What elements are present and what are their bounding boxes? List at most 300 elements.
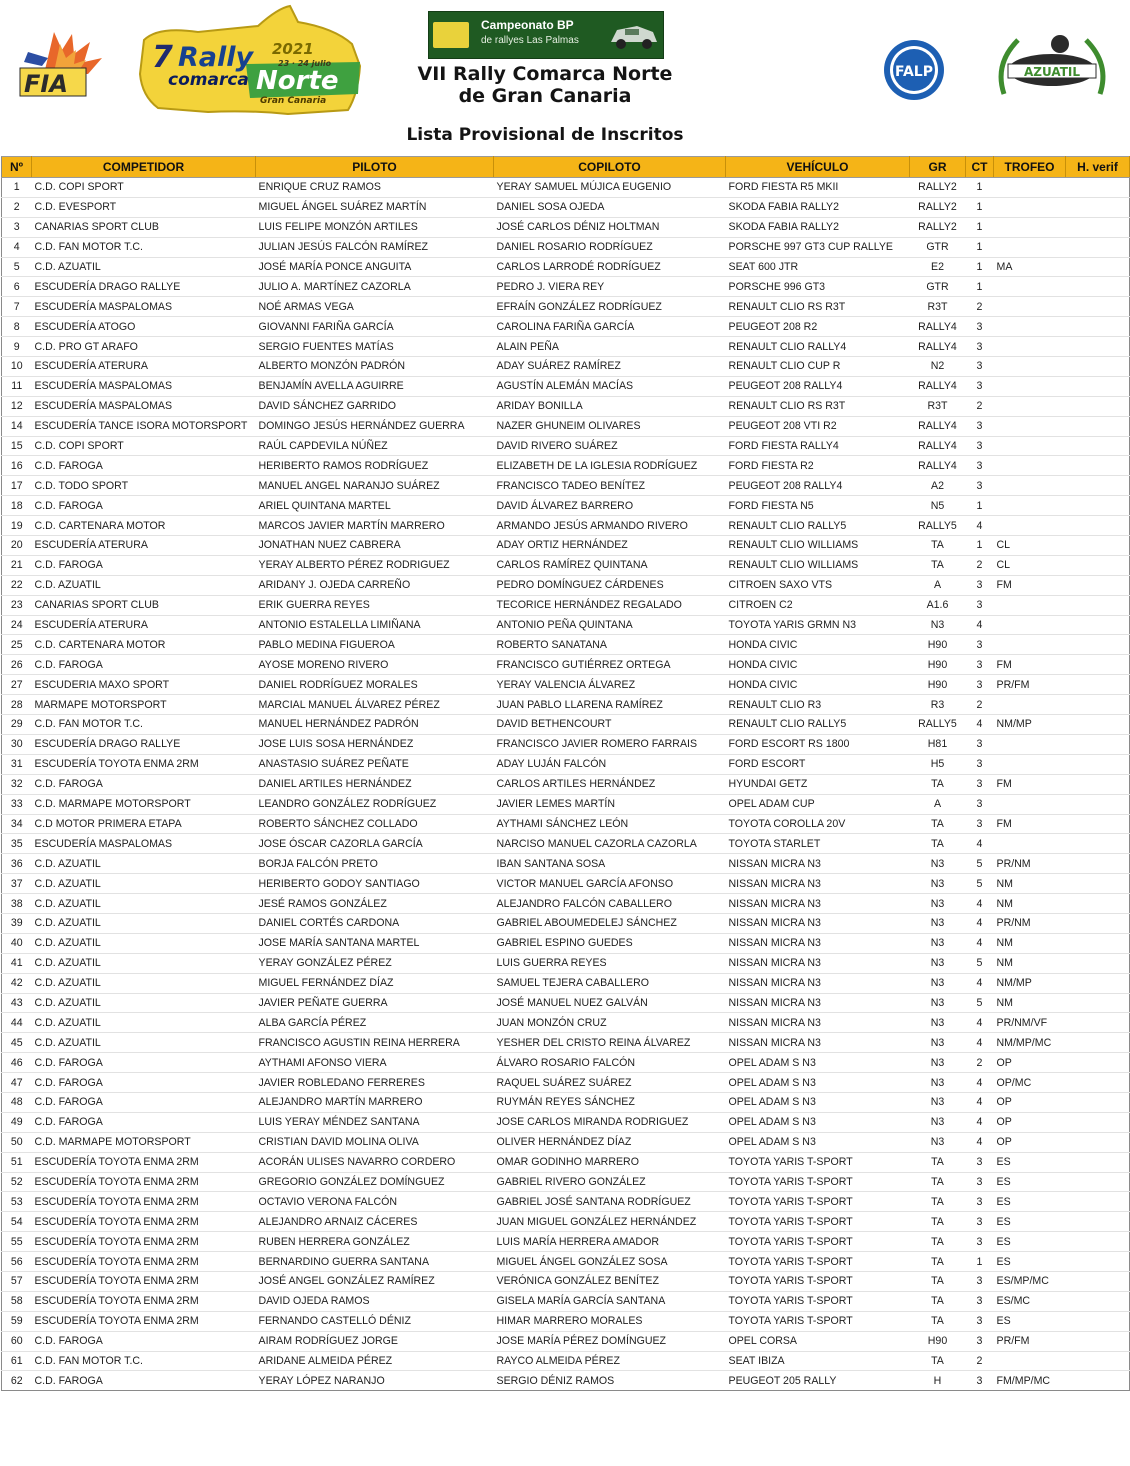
col-number-cell: 14 — [2, 416, 32, 436]
col-vehicle-cell: FORD FIESTA RALLY4 — [726, 436, 910, 456]
col-class-cell: 1 — [966, 536, 994, 556]
col-codriver-cell: GABRIEL ESPINO GUEDES — [494, 933, 726, 953]
table-row — [2, 1152, 1130, 1172]
col-codriver-cell: ARIDAY BONILLA — [494, 396, 726, 416]
document-subtitle: Lista Provisional de Inscritos — [406, 125, 684, 145]
col-codriver-cell: RAQUEL SUÁREZ SUÁREZ — [494, 1073, 726, 1093]
col-verification-time-cell — [1066, 257, 1130, 277]
col-number-cell: 29 — [2, 715, 32, 735]
rally-logo-dates: 23 · 24 julio — [278, 59, 332, 68]
col-competitor-cell: ESCUDERÍA TOYOTA ENMA 2RM — [32, 1232, 256, 1252]
col-verification-time-cell — [1066, 297, 1130, 317]
col-trophy-cell — [994, 615, 1066, 635]
col-driver-cell: BENJAMÍN AVELLA AGUIRRE — [256, 376, 494, 396]
col-vehicle-cell: RENAULT CLIO RALLY5 — [726, 715, 910, 735]
col-vehicle-cell: OPEL ADAM CUP — [726, 794, 910, 814]
col-driver-cell: ANASTASIO SUÁREZ PEÑATE — [256, 754, 494, 774]
col-codriver-cell: VICTOR MANUEL GARCÍA AFONSO — [494, 874, 726, 894]
col-class-cell: 3 — [966, 675, 994, 695]
col-number-cell: 8 — [2, 317, 32, 337]
col-group-cell: RALLY2 — [910, 217, 966, 237]
col-verification-time-cell — [1066, 416, 1130, 436]
col-driver-cell: JOSE LUIS SOSA HERNÁNDEZ — [256, 734, 494, 754]
col-trophy-cell — [994, 1351, 1066, 1371]
col-driver-cell: LUIS YERAY MÉNDEZ SANTANA — [256, 1112, 494, 1132]
col-class-cell: 3 — [966, 436, 994, 456]
col-group-cell: A — [910, 575, 966, 595]
col-trophy-cell: ES — [994, 1192, 1066, 1212]
col-class-cell: 3 — [966, 337, 994, 357]
col-verification-time-cell — [1066, 1092, 1130, 1112]
col-driver-cell: MARCIAL MANUEL ÁLVAREZ PÉREZ — [256, 695, 494, 715]
col-verification-time-cell — [1066, 615, 1130, 635]
col-competitor-cell: C.D. FAROGA — [32, 1053, 256, 1073]
col-verification-time-cell — [1066, 376, 1130, 396]
col-trophy-cell: PR/NM — [994, 854, 1066, 874]
table-row — [2, 217, 1130, 237]
col-competitor-cell: ESCUDERIA MAXO SPORT — [32, 675, 256, 695]
col-group-cell: TA — [910, 1252, 966, 1272]
col-trophy-cell: PR/NM — [994, 913, 1066, 933]
table-row — [2, 834, 1130, 854]
col-verification-time-cell — [1066, 754, 1130, 774]
col-competitor-cell: C.D. FAROGA — [32, 1331, 256, 1351]
col-verification-time-cell — [1066, 834, 1130, 854]
col-competitor-cell: C.D. FAROGA — [32, 555, 256, 575]
col-group-cell: H — [910, 1371, 966, 1391]
table-row — [2, 993, 1130, 1013]
col-competitor-cell: ESCUDERÍA TANCE ISORA MOTORSPORT — [32, 416, 256, 436]
table-row — [2, 1172, 1130, 1192]
col-group-cell: RALLY4 — [910, 416, 966, 436]
col-codriver-cell: NAZER GHUNEIM OLIVARES — [494, 416, 726, 436]
col-vehicle-cell: SEAT 600 JTR — [726, 257, 910, 277]
table-row — [2, 715, 1130, 735]
col-codriver-cell: CARLOS ARTILES HERNÁNDEZ — [494, 774, 726, 794]
table-row — [2, 1351, 1130, 1371]
col-driver-cell: JOSE MARÍA SANTANA MARTEL — [256, 933, 494, 953]
col-competitor-cell: MARMAPE MOTORSPORT — [32, 695, 256, 715]
col-class-cell: 3 — [966, 1331, 994, 1351]
col-group-cell: N5 — [910, 496, 966, 516]
col-vehicle-cell: TOYOTA YARIS T-SPORT — [726, 1252, 910, 1272]
col-vehicle-cell: RENAULT CLIO RALLY4 — [726, 337, 910, 357]
col-competitor-cell: C.D. AZUATIL — [32, 973, 256, 993]
col-trophy-cell — [994, 595, 1066, 615]
col-trophy-cell — [994, 317, 1066, 337]
col-class-cell: 1 — [966, 1252, 994, 1272]
table-row — [2, 575, 1130, 595]
col-codriver-cell: HIMAR MARRERO MORALES — [494, 1311, 726, 1331]
col-group-cell: N3 — [910, 854, 966, 874]
azuatil-logo-text: AZUATIL — [1023, 65, 1081, 79]
col-competitor-cell: C.D. TODO SPORT — [32, 476, 256, 496]
col-number-cell: 44 — [2, 1013, 32, 1033]
col-competitor-cell: C.D. COPI SPORT — [32, 436, 256, 456]
col-driver-cell: JULIO A. MARTÍNEZ CAZORLA — [256, 277, 494, 297]
col-group-cell: N3 — [910, 953, 966, 973]
col-competitor-cell: ESCUDERÍA TOYOTA ENMA 2RM — [32, 1311, 256, 1331]
col-trophy-cell: NM/MP — [994, 973, 1066, 993]
col-codriver-cell: TECORICE HERNÁNDEZ REGALADO — [494, 595, 726, 615]
col-class-cell: 3 — [966, 635, 994, 655]
col-driver-cell: LUIS FELIPE MONZÓN ARTILES — [256, 217, 494, 237]
column-header-verification-time: H. verif — [1066, 157, 1130, 178]
col-trophy-cell — [994, 496, 1066, 516]
col-class-cell: 3 — [966, 794, 994, 814]
col-competitor-cell: ESCUDERÍA MASPALOMAS — [32, 834, 256, 854]
col-verification-time-cell — [1066, 1371, 1130, 1391]
col-verification-time-cell — [1066, 874, 1130, 894]
col-vehicle-cell: HONDA CIVIC — [726, 655, 910, 675]
col-vehicle-cell: TOYOTA YARIS T-SPORT — [726, 1152, 910, 1172]
col-competitor-cell: C.D. AZUATIL — [32, 854, 256, 874]
col-number-cell: 15 — [2, 436, 32, 456]
col-group-cell: N3 — [910, 874, 966, 894]
col-trophy-cell: PR/NM/VF — [994, 1013, 1066, 1033]
col-number-cell: 3 — [2, 217, 32, 237]
col-verification-time-cell — [1066, 516, 1130, 536]
col-competitor-cell: CANARIAS SPORT CLUB — [32, 217, 256, 237]
col-driver-cell: GREGORIO GONZÁLEZ DOMÍNGUEZ — [256, 1172, 494, 1192]
col-driver-cell: AYTHAMI AFONSO VIERA — [256, 1053, 494, 1073]
col-competitor-cell: C.D. FAROGA — [32, 496, 256, 516]
col-trophy-cell: NM — [994, 953, 1066, 973]
col-trophy-cell: OP — [994, 1132, 1066, 1152]
col-trophy-cell: OP/MC — [994, 1073, 1066, 1093]
col-class-cell: 3 — [966, 595, 994, 615]
col-competitor-cell: C.D. PRO GT ARAFO — [32, 337, 256, 357]
col-group-cell: N3 — [910, 1112, 966, 1132]
col-group-cell: N3 — [910, 615, 966, 635]
table-row — [2, 297, 1130, 317]
col-group-cell: H90 — [910, 675, 966, 695]
col-trophy-cell: ES — [994, 1152, 1066, 1172]
col-vehicle-cell: NISSAN MICRA N3 — [726, 973, 910, 993]
table-row — [2, 516, 1130, 536]
col-verification-time-cell — [1066, 1331, 1130, 1351]
col-vehicle-cell: NISSAN MICRA N3 — [726, 953, 910, 973]
col-verification-time-cell — [1066, 794, 1130, 814]
col-trophy-cell — [994, 794, 1066, 814]
col-competitor-cell: C.D. FAROGA — [32, 1092, 256, 1112]
col-class-cell: 1 — [966, 277, 994, 297]
col-trophy-cell: FM/MP/MC — [994, 1371, 1066, 1391]
rally-logo-comarca: comarca — [168, 70, 249, 90]
col-driver-cell: SERGIO FUENTES MATÍAS — [256, 337, 494, 357]
col-driver-cell: ARIEL QUINTANA MARTEL — [256, 496, 494, 516]
col-vehicle-cell: FORD ESCORT RS 1800 — [726, 734, 910, 754]
col-vehicle-cell: RENAULT CLIO R3 — [726, 695, 910, 715]
col-group-cell: H81 — [910, 734, 966, 754]
col-number-cell: 36 — [2, 854, 32, 874]
col-class-cell: 2 — [966, 1351, 994, 1371]
col-number-cell: 59 — [2, 1311, 32, 1331]
col-number-cell: 7 — [2, 297, 32, 317]
col-vehicle-cell: NISSAN MICRA N3 — [726, 894, 910, 914]
col-codriver-cell: FRANCISCO GUTIÉRREZ ORTEGA — [494, 655, 726, 675]
col-competitor-cell: ESCUDERÍA TOYOTA ENMA 2RM — [32, 1192, 256, 1212]
col-codriver-cell: OMAR GODINHO MARRERO — [494, 1152, 726, 1172]
col-verification-time-cell — [1066, 197, 1130, 217]
col-competitor-cell: C.D. FAROGA — [32, 456, 256, 476]
col-number-cell: 6 — [2, 277, 32, 297]
col-codriver-cell: CARLOS RAMÍREZ QUINTANA — [494, 555, 726, 575]
title-line-1: VII Rally Comarca Norte — [417, 63, 673, 85]
table-row — [2, 1192, 1130, 1212]
col-codriver-cell: RUYMÁN REYES SÁNCHEZ — [494, 1092, 726, 1112]
col-group-cell: GTR — [910, 237, 966, 257]
col-number-cell: 38 — [2, 894, 32, 914]
col-group-cell: TA — [910, 774, 966, 794]
col-vehicle-cell: RENAULT CLIO WILLIAMS — [726, 555, 910, 575]
col-verification-time-cell — [1066, 496, 1130, 516]
col-trophy-cell — [994, 217, 1066, 237]
col-number-cell: 24 — [2, 615, 32, 635]
table-row — [2, 396, 1130, 416]
col-trophy-cell — [994, 197, 1066, 217]
col-group-cell: TA — [910, 1212, 966, 1232]
col-vehicle-cell: CITROEN SAXO VTS — [726, 575, 910, 595]
col-competitor-cell: C.D. FAROGA — [32, 1073, 256, 1093]
col-verification-time-cell — [1066, 715, 1130, 735]
table-row — [2, 1033, 1130, 1053]
column-header-number: Nº — [2, 157, 32, 178]
col-codriver-cell: ANTONIO PEÑA QUINTANA — [494, 615, 726, 635]
col-number-cell: 20 — [2, 536, 32, 556]
col-number-cell: 57 — [2, 1271, 32, 1291]
col-competitor-cell: C.D. FAROGA — [32, 774, 256, 794]
col-trophy-cell: OP — [994, 1053, 1066, 1073]
col-number-cell: 60 — [2, 1331, 32, 1351]
col-number-cell: 33 — [2, 794, 32, 814]
col-class-cell: 4 — [966, 1112, 994, 1132]
col-verification-time-cell — [1066, 237, 1130, 257]
col-group-cell: TA — [910, 555, 966, 575]
table-body — [2, 178, 1130, 1391]
col-class-cell: 3 — [966, 814, 994, 834]
col-verification-time-cell — [1066, 1192, 1130, 1212]
col-group-cell: N3 — [910, 973, 966, 993]
col-vehicle-cell: TOYOTA YARIS T-SPORT — [726, 1291, 910, 1311]
col-number-cell: 41 — [2, 953, 32, 973]
federation-logo-icon — [14, 28, 104, 98]
table-row — [2, 456, 1130, 476]
col-competitor-cell: C.D. FAN MOTOR T.C. — [32, 237, 256, 257]
col-vehicle-cell: RENAULT CLIO WILLIAMS — [726, 536, 910, 556]
col-trophy-cell — [994, 277, 1066, 297]
table-row — [2, 854, 1130, 874]
col-group-cell: TA — [910, 1152, 966, 1172]
col-competitor-cell: ESCUDERÍA MASPALOMAS — [32, 396, 256, 416]
col-verification-time-cell — [1066, 1291, 1130, 1311]
col-class-cell: 4 — [966, 1013, 994, 1033]
col-verification-time-cell — [1066, 456, 1130, 476]
col-trophy-cell — [994, 337, 1066, 357]
rally-logo-word: Rally — [178, 42, 254, 73]
col-codriver-cell: PEDRO J. VIERA REY — [494, 277, 726, 297]
col-vehicle-cell: FORD FIESTA R5 MKII — [726, 178, 910, 198]
col-competitor-cell: ESCUDERÍA ATERURA — [32, 357, 256, 377]
col-driver-cell: MANUEL HERNÁNDEZ PADRÓN — [256, 715, 494, 735]
col-competitor-cell: CANARIAS SPORT CLUB — [32, 595, 256, 615]
col-verification-time-cell — [1066, 1252, 1130, 1272]
column-header-class: CT — [966, 157, 994, 178]
table-row — [2, 1092, 1130, 1112]
col-group-cell: N3 — [910, 913, 966, 933]
col-vehicle-cell: TOYOTA STARLET — [726, 834, 910, 854]
col-group-cell: TA — [910, 1271, 966, 1291]
col-competitor-cell: ESCUDERÍA TOYOTA ENMA 2RM — [32, 1212, 256, 1232]
col-codriver-cell: ELIZABETH DE LA IGLESIA RODRÍGUEZ — [494, 456, 726, 476]
col-trophy-cell: CL — [994, 536, 1066, 556]
col-verification-time-cell — [1066, 1271, 1130, 1291]
table-row — [2, 635, 1130, 655]
table-row — [2, 953, 1130, 973]
col-trophy-cell: ES — [994, 1212, 1066, 1232]
col-verification-time-cell — [1066, 933, 1130, 953]
col-verification-time-cell — [1066, 655, 1130, 675]
col-class-cell: 5 — [966, 953, 994, 973]
col-vehicle-cell: PEUGEOT 208 RALLY4 — [726, 476, 910, 496]
col-trophy-cell — [994, 456, 1066, 476]
col-class-cell: 3 — [966, 1212, 994, 1232]
col-driver-cell: DOMINGO JESÚS HERNÁNDEZ GUERRA — [256, 416, 494, 436]
falp-logo-icon — [879, 38, 949, 102]
col-class-cell: 2 — [966, 555, 994, 575]
col-number-cell: 9 — [2, 337, 32, 357]
col-competitor-cell: C.D. AZUATIL — [32, 1013, 256, 1033]
banner-line-2: de rallyes Las Palmas — [481, 35, 579, 46]
col-vehicle-cell: RENAULT CLIO RS R3T — [726, 297, 910, 317]
table-row — [2, 1132, 1130, 1152]
col-group-cell: TA — [910, 1192, 966, 1212]
col-class-cell: 3 — [966, 456, 994, 476]
col-codriver-cell: DAVID RIVERO SUÁREZ — [494, 436, 726, 456]
col-group-cell: TA — [910, 1172, 966, 1192]
col-codriver-cell: YERAY SAMUEL MÚJICA EUGENIO — [494, 178, 726, 198]
table-row — [2, 257, 1130, 277]
table-row — [2, 894, 1130, 914]
table-row — [2, 277, 1130, 297]
col-vehicle-cell: TOYOTA YARIS T-SPORT — [726, 1232, 910, 1252]
table-row — [2, 1291, 1130, 1311]
col-number-cell: 25 — [2, 635, 32, 655]
col-class-cell: 4 — [966, 615, 994, 635]
table-row — [2, 317, 1130, 337]
col-vehicle-cell: NISSAN MICRA N3 — [726, 993, 910, 1013]
col-verification-time-cell — [1066, 396, 1130, 416]
col-driver-cell: AYOSE MORENO RIVERO — [256, 655, 494, 675]
col-driver-cell: DANIEL ARTILES HERNÁNDEZ — [256, 774, 494, 794]
col-codriver-cell: JOSE MARÍA PÉREZ DOMÍNGUEZ — [494, 1331, 726, 1351]
col-competitor-cell: ESCUDERÍA ATERURA — [32, 615, 256, 635]
col-group-cell: A — [910, 794, 966, 814]
col-group-cell: RALLY4 — [910, 456, 966, 476]
col-vehicle-cell: FORD FIESTA N5 — [726, 496, 910, 516]
col-vehicle-cell: OPEL ADAM S N3 — [726, 1112, 910, 1132]
col-vehicle-cell: CITROEN C2 — [726, 595, 910, 615]
col-trophy-cell — [994, 357, 1066, 377]
table-row — [2, 655, 1130, 675]
col-driver-cell: JESÉ RAMOS GONZÁLEZ — [256, 894, 494, 914]
col-codriver-cell: GABRIEL ABOUMEDELEJ SÁNCHEZ — [494, 913, 726, 933]
col-driver-cell: MIGUEL FERNÁNDEZ DÍAZ — [256, 973, 494, 993]
col-number-cell: 39 — [2, 913, 32, 933]
col-class-cell: 4 — [966, 834, 994, 854]
col-number-cell: 47 — [2, 1073, 32, 1093]
col-driver-cell: LEANDRO GONZÁLEZ RODRÍGUEZ — [256, 794, 494, 814]
col-group-cell: TA — [910, 536, 966, 556]
table-row — [2, 337, 1130, 357]
col-trophy-cell: FM — [994, 774, 1066, 794]
col-trophy-cell — [994, 754, 1066, 774]
col-verification-time-cell — [1066, 814, 1130, 834]
col-class-cell: 2 — [966, 695, 994, 715]
col-vehicle-cell: RENAULT CLIO CUP R — [726, 357, 910, 377]
col-driver-cell: ENRIQUE CRUZ RAMOS — [256, 178, 494, 198]
col-vehicle-cell: OPEL ADAM S N3 — [726, 1092, 910, 1112]
col-competitor-cell: C.D. FAN MOTOR T.C. — [32, 715, 256, 735]
col-trophy-cell: FM — [994, 814, 1066, 834]
col-codriver-cell: YESHER DEL CRISTO REINA ÁLVAREZ — [494, 1033, 726, 1053]
svg-text:FIA: FIA — [24, 70, 68, 98]
col-group-cell: RALLY2 — [910, 178, 966, 198]
col-codriver-cell: ROBERTO SANATANA — [494, 635, 726, 655]
col-driver-cell: RUBEN HERRERA GONZÁLEZ — [256, 1232, 494, 1252]
col-driver-cell: YERAY GONZÁLEZ PÉREZ — [256, 953, 494, 973]
col-group-cell: A1.6 — [910, 595, 966, 615]
col-group-cell: RALLY4 — [910, 337, 966, 357]
col-number-cell: 37 — [2, 874, 32, 894]
col-verification-time-cell — [1066, 217, 1130, 237]
col-codriver-cell: LUIS MARÍA HERRERA AMADOR — [494, 1232, 726, 1252]
col-driver-cell: MIGUEL ÁNGEL SUÁREZ MARTÍN — [256, 197, 494, 217]
col-verification-time-cell — [1066, 1013, 1130, 1033]
col-vehicle-cell: PORSCHE 996 GT3 — [726, 277, 910, 297]
col-vehicle-cell: SKODA FABIA RALLY2 — [726, 217, 910, 237]
col-verification-time-cell — [1066, 1053, 1130, 1073]
col-group-cell: N3 — [910, 1092, 966, 1112]
col-vehicle-cell: TOYOTA YARIS T-SPORT — [726, 1212, 910, 1232]
col-number-cell: 52 — [2, 1172, 32, 1192]
col-number-cell: 16 — [2, 456, 32, 476]
col-vehicle-cell: RENAULT CLIO RS R3T — [726, 396, 910, 416]
col-driver-cell: DANIEL CORTÉS CARDONA — [256, 913, 494, 933]
col-group-cell: N3 — [910, 1013, 966, 1033]
table-row — [2, 436, 1130, 456]
col-competitor-cell: ESCUDERÍA TOYOTA ENMA 2RM — [32, 1291, 256, 1311]
table-row — [2, 416, 1130, 436]
col-vehicle-cell: FORD ESCORT — [726, 754, 910, 774]
col-number-cell: 40 — [2, 933, 32, 953]
col-number-cell: 56 — [2, 1252, 32, 1272]
col-trophy-cell: ES — [994, 1252, 1066, 1272]
col-number-cell: 26 — [2, 655, 32, 675]
col-trophy-cell: ES — [994, 1311, 1066, 1331]
col-trophy-cell: PR/FM — [994, 1331, 1066, 1351]
col-verification-time-cell — [1066, 1172, 1130, 1192]
col-codriver-cell: ADAY LUJÁN FALCÓN — [494, 754, 726, 774]
col-verification-time-cell — [1066, 913, 1130, 933]
col-class-cell: 3 — [966, 1192, 994, 1212]
col-class-cell: 4 — [966, 913, 994, 933]
table-row — [2, 376, 1130, 396]
azuatil-logo-icon — [990, 30, 1114, 104]
col-verification-time-cell — [1066, 1112, 1130, 1132]
table-row — [2, 237, 1130, 257]
col-number-cell: 5 — [2, 257, 32, 277]
